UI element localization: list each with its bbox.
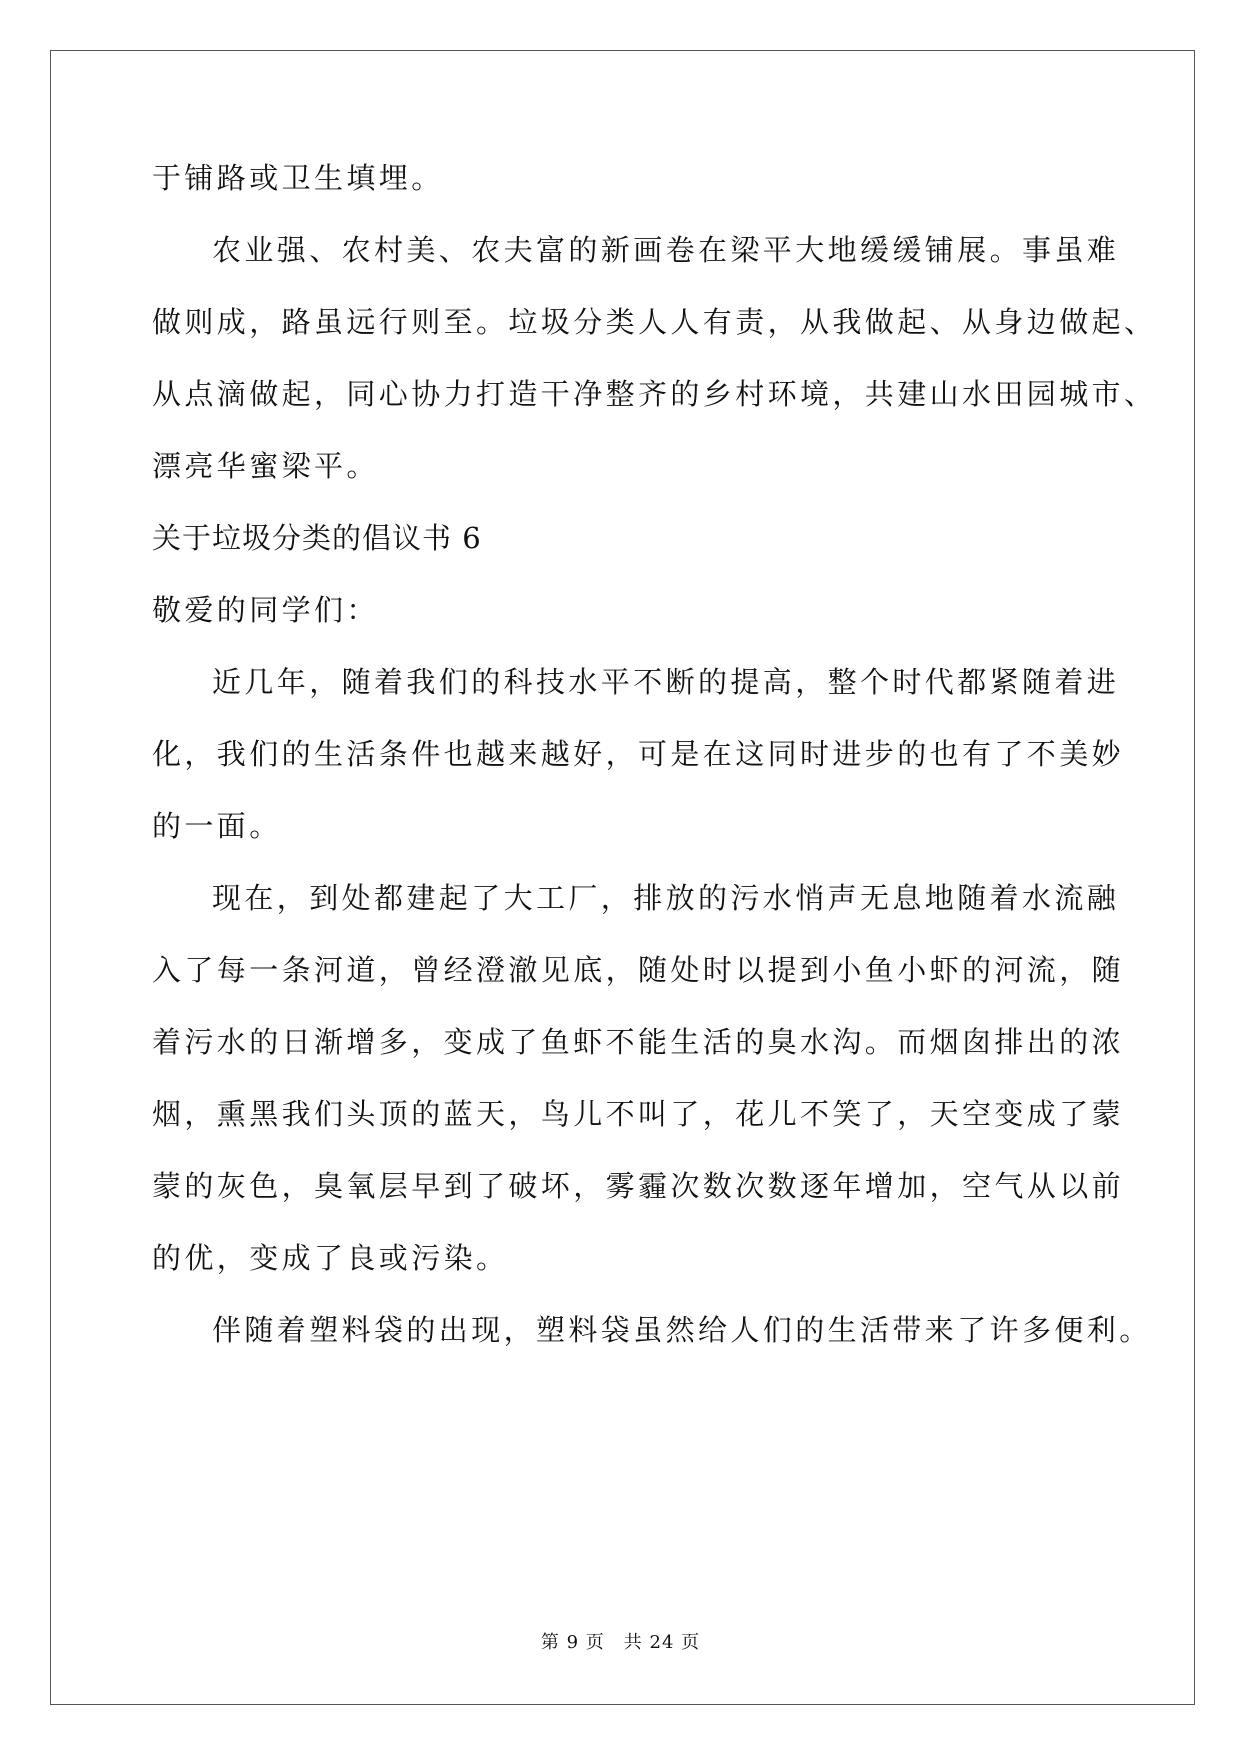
text-line: 做则成，路虽远行则至。垃圾分类人人有责，从我做起、从身边做起、 bbox=[152, 305, 1157, 339]
section-heading: 关于垃圾分类的倡议书 6 bbox=[152, 521, 482, 555]
salutation: 敬爱的同学们： bbox=[152, 593, 379, 627]
text-line: 近几年，随着我们的科技水平不断的提高，整个时代都紧随着进 bbox=[212, 665, 1120, 699]
page-border bbox=[50, 50, 1195, 1705]
text-line: 烟，熏黑我们头顶的蓝天，鸟儿不叫了，花儿不笑了，天空变成了蒙 bbox=[152, 1097, 1125, 1131]
text-line: 伴随着塑料袋的出现，塑料袋虽然给人们的生活带来了许多便利。 bbox=[212, 1313, 1152, 1347]
text-line: 入了每一条河道，曾经澄澈见底，随处时以提到小鱼小虾的河流，随 bbox=[152, 953, 1125, 987]
text-line: 漂亮华蜜梁平。 bbox=[152, 449, 379, 483]
text-line: 的优，变成了良或污染。 bbox=[152, 1241, 509, 1275]
text-line: 农业强、农村美、农夫富的新画卷在梁平大地缓缓铺展。事虽难 bbox=[212, 233, 1120, 267]
text-line: 的一面。 bbox=[152, 809, 282, 843]
page-number: 第 9 页 共 24 页 bbox=[540, 1632, 701, 1653]
text-line: 现在，到处都建起了大工厂，排放的污水悄声无息地随着水流融 bbox=[212, 881, 1120, 915]
text-line: 蒙的灰色，臭氧层早到了破坏，雾霾次数次数逐年增加，空气从以前 bbox=[152, 1169, 1125, 1203]
text-line: 化，我们的生活条件也越来越好，可是在这同时进步的也有了不美妙 bbox=[152, 737, 1125, 771]
text-line: 从点滴做起，同心协力打造干净整齐的乡村环境，共建山水田园城市、 bbox=[152, 377, 1157, 411]
text-line: 着污水的日渐增多，变成了鱼虾不能生活的臭水沟。而烟囱排出的浓 bbox=[152, 1025, 1125, 1059]
text-line: 于铺路或卫生填埋。 bbox=[152, 161, 444, 195]
